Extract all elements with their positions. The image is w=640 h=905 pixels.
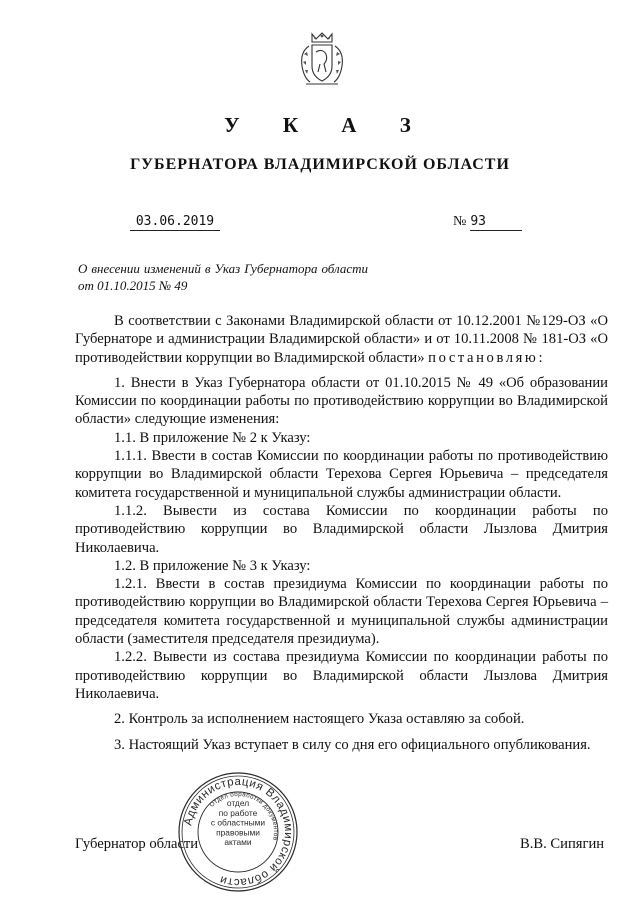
decree-word: постановляю: <box>428 349 546 366</box>
stamp-outer-text: Администрация Владимирской области <box>182 775 295 889</box>
number-label: № <box>453 214 467 229</box>
document-subject: О внесении изменений в Указ Губернатора области от 01.10.2015 № 49 <box>78 261 368 293</box>
stamp-inner-ring-text: Отдел обработки документов <box>208 790 280 842</box>
body-paragraph: 1.1.2. Вывести из состава Комиссии по координации работы по противодействию коррупции во Владимирской области Лызлова Дмитрия Николаевича. <box>75 502 608 556</box>
body-paragraph: 2. Контроль за исполнением настоящего Указа оставляю за собой. <box>114 711 525 728</box>
stamp-inner-line: с областными <box>210 817 266 828</box>
body-paragraph: 1.2.2. Вывести из состава президиума Комиссии по координации работы по противодействию коррупции во Владимирской области Лызлова Дмитрия Николаевича. <box>75 649 608 702</box>
body-paragraph: 1.1.1. Ввести в состав Комиссии по координации работы по противодействию коррупции во Владимирской области Терехова Сергея Юрьевича – председателя комитета государственной и муниципальной службы администрации области. <box>75 448 608 501</box>
stamp-inner-line: правовыми <box>216 827 260 838</box>
stamp-inner-line: актами <box>224 837 252 848</box>
preamble-text: В соответствии с Законами Владимирской области от 10.12.2001 №129-ОЗ «О Губернаторе и администрации Владимирской области» и от 10.11.2008 № 181-ОЗ «О противодействии коррупции во Владимирской области» <box>75 313 608 366</box>
stamp-inner-line: по работе <box>218 807 258 818</box>
document-number: 93 <box>470 214 522 231</box>
document-title: У К А З <box>224 113 430 137</box>
body-paragraph: 1.1. В приложение № 2 к Указу: <box>114 429 311 446</box>
official-stamp-icon <box>176 770 300 894</box>
preamble-paragraph <box>75 312 608 367</box>
document-date: 03.06.2019 <box>130 214 220 231</box>
body-paragraph: 1.2.1. Ввести в состав президиума Комиссии по координации работы по противодействию коррупции во Владимирской области Терехова Сергея Юрьевича – председателя комитета государственной и муниципальной службы администрации области (заместителя председателя президиума). <box>75 576 608 648</box>
signature-name: В.В. Сипягин <box>520 836 605 852</box>
document-subtitle: ГУБЕРНАТОРА ВЛАДИМИРСКОЙ ОБЛАСТИ <box>130 156 510 173</box>
stamp-inner-text <box>211 798 266 847</box>
body-paragraph: 3. Настоящий Указ вступает в силу со дня его официального опубликования. <box>114 736 591 753</box>
coat-of-arms-icon <box>298 30 346 88</box>
signature-position: Губернатор области <box>75 836 199 852</box>
document-number-field <box>453 214 522 231</box>
body-paragraph: 1. Внести в Указ Губернатора области от 01.10.2015 № 49 «Об образовании Комиссии по координации работы по противодействию коррупции во Владимирской области» следующие изменения: <box>75 374 608 428</box>
body-paragraph: 1.2. В приложение № 3 к Указу: <box>114 557 311 574</box>
document-body <box>75 312 608 754</box>
stamp-inner-line: отдел <box>226 798 250 808</box>
